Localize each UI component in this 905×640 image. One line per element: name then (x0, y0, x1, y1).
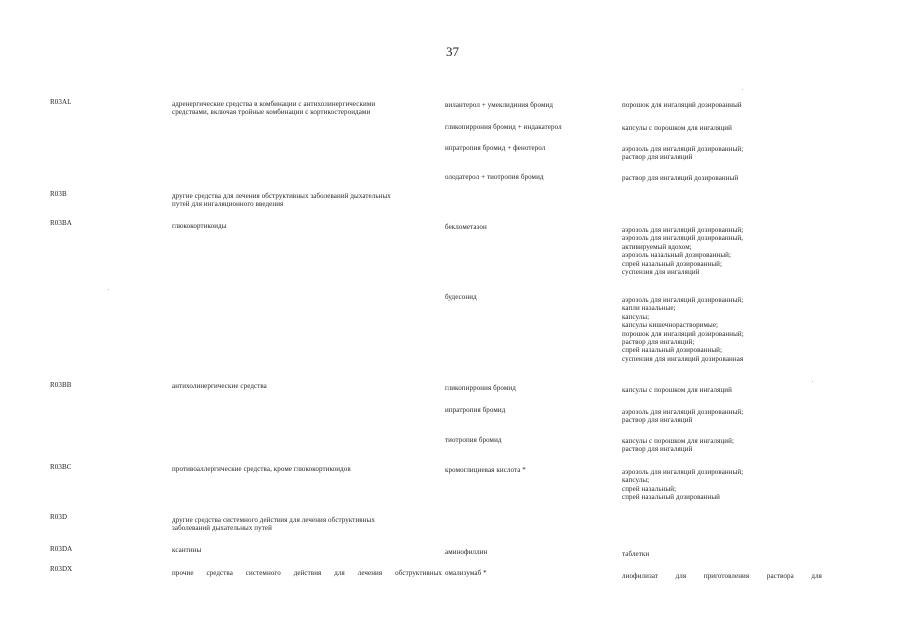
drug-name: ипратропия бромид + фенотерол (445, 144, 546, 152)
dosage-forms: аэрозоль для ингаляций дозированный; капли назальные; капсулы; капсулы кишечнорастворимые; порошок для ингаляций дозированный; раствор для ингаляций; спрей назальный дозированный; суспензия для ингаляций дозированная (622, 296, 744, 363)
dosage-forms: порошок для ингаляций дозированный (622, 101, 742, 109)
atc-code: R03D (50, 513, 68, 521)
atc-code: R03BC (50, 463, 72, 471)
atc-code: R03DA (50, 545, 73, 553)
drug-name: вилантерол + умеклидиния бромид (445, 101, 554, 109)
dosage-forms: аэрозоль для ингаляций дозированный; раствор для ингаляций (622, 408, 744, 425)
dosage-forms: лиофилизат для приготовления раствора для (622, 572, 822, 580)
drug-name: беклометазон (445, 223, 487, 231)
drug-name: будесонид (445, 293, 477, 301)
drug-name: омализумаб * (445, 569, 487, 577)
scan-speck (742, 89, 743, 90)
dosage-forms: аэрозоль для ингаляций дозированный; аэрозоль для ингаляций дозированный, активируемый вдохом; аэрозоль назальный дозированный; спрей назальный дозированный; суспензия для ингаляций (622, 226, 744, 277)
dosage-forms: капсулы с порошком для ингаляций (622, 124, 733, 132)
atc-code: R03AL (50, 98, 72, 106)
pharmacological-group: противоаллергические средства, кроме глюкокортикоидов (172, 465, 351, 473)
atc-code: R03BA (50, 219, 72, 227)
drug-name: тиотропия бромид (445, 436, 502, 444)
dosage-forms: таблетки (622, 550, 650, 558)
drug-name: олодатерол + тиотропия бромид (445, 173, 544, 181)
pharmacological-group: глюкокортикоиды (172, 222, 227, 230)
pharmacological-group: антихолинергические средства (172, 382, 267, 390)
drug-name: кромоглициевая кислота * (445, 466, 526, 474)
dosage-forms: капсулы с порошком для ингаляций (622, 386, 733, 394)
page-number: 37 (446, 44, 459, 59)
pharmacological-group: ксантины (172, 546, 202, 554)
atc-code: R03DX (50, 565, 73, 573)
dosage-forms: аэрозоль для ингаляций дозированный; капсулы; спрей назальный; спрей назальный дозированный (622, 468, 744, 502)
atc-code: R03B (50, 190, 67, 198)
drug-name: гликопиррония бромид (445, 384, 516, 392)
dosage-forms: аэрозоль для ингаляций дозированный; раствор для ингаляций (622, 145, 744, 162)
drug-name: ипратропия бромид (445, 406, 506, 414)
pharmacological-group: прочие средства системного действия для лечения обструктивных (172, 569, 442, 577)
drug-name: аминофиллин (445, 548, 488, 556)
scan-speck (812, 381, 813, 382)
dosage-forms: раствор для ингаляций дозированный (622, 174, 739, 182)
scan-speck (108, 289, 109, 290)
pharmacological-group: другие средства системного действия для лечения обструктивных заболеваний дыхательных путей (172, 516, 375, 533)
atc-code: R03BB (50, 381, 72, 389)
pharmacological-group: другие средства для лечения обструктивных заболеваний дыхательных путей для ингаляционного введения (172, 192, 391, 209)
pharmacological-group: адренергические средства в комбинации с антихолинергическими средствами, включая тройные комбинации с кортикостероидами (172, 100, 376, 117)
dosage-forms: капсулы с порошком для ингаляций; раствор для ингаляций (622, 437, 735, 454)
drug-name: гликопиррония бромид + индакатерол (445, 123, 562, 131)
